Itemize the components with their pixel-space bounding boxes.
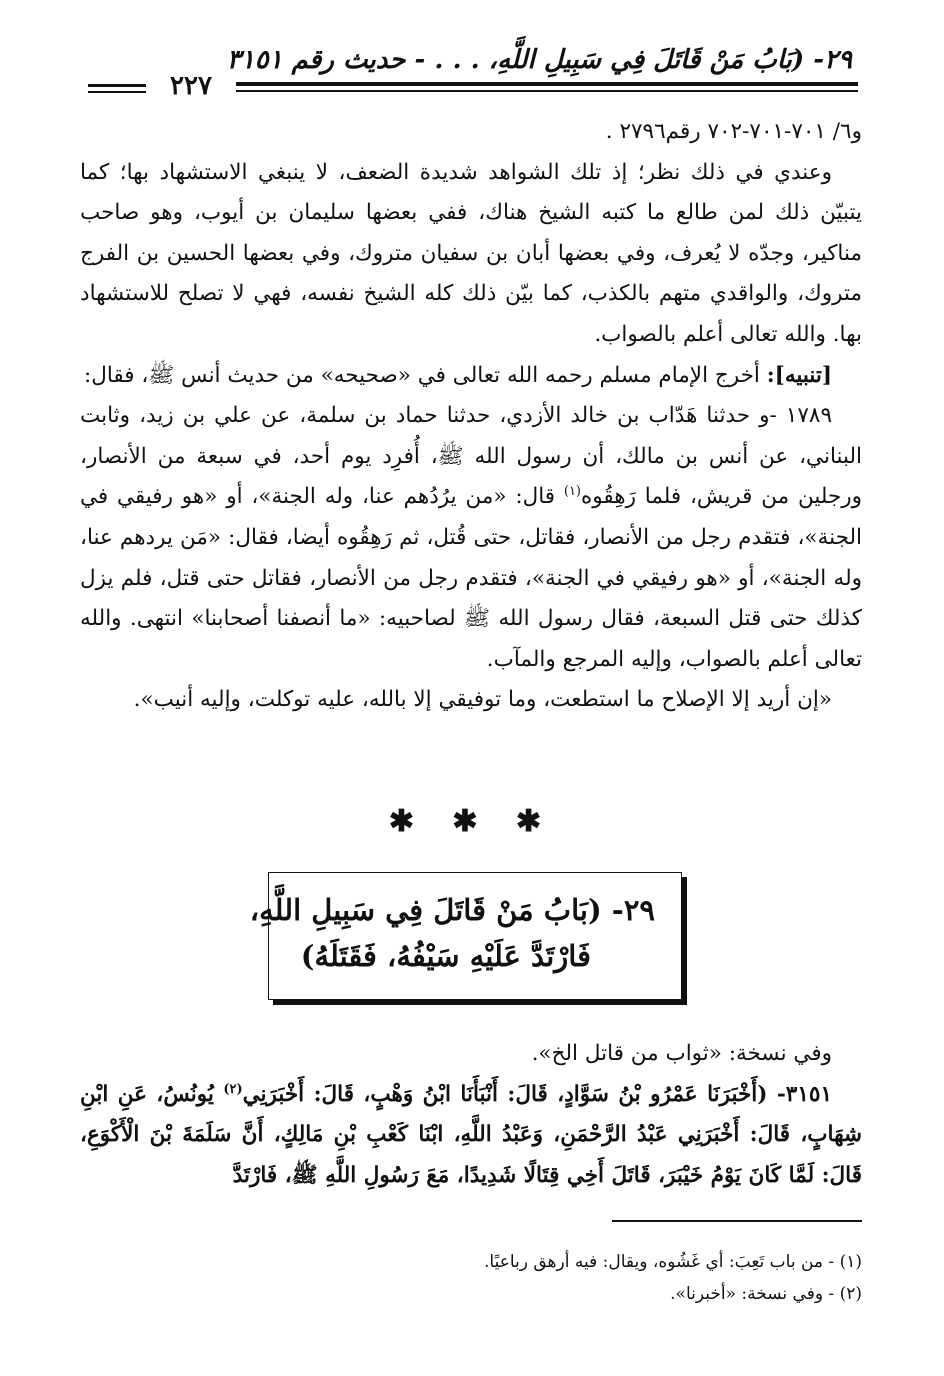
- page-number-rule: [88, 84, 146, 87]
- hadith-paragraph: [80, 396, 862, 680]
- tanbih-label: [تنبيه]:: [766, 362, 832, 388]
- version-note: وفي نسخة: «ثواب من قاتل الخ».: [531, 1041, 832, 1066]
- hadith-3151: [80, 1075, 862, 1197]
- footnote-2: (٢) - وفي نسخة: «أخبرنا».: [670, 1284, 862, 1304]
- hadith-3151-b: يُونُسُ، عَنِ ابْنِ شِهَابٍ، قَالَ: أَخْبَرَنِي عَبْدُ الرَّحْمَنِ، وَعَبْدُ اللَّهِ، ابْنَا كَعْبِ بْنِ مَالِكٍ، أَنَّ سَلَمَةَ بْنَ الْأَكْوَعِ، قَالَ: لَمَّا كَانَ يَوْمُ خَيْبَرَ، قَاتَلَ أَخِي قِتَالًا شَدِيدًا، مَعَ رَسُولِ اللَّهِ ﷺ، فَارْتَدَّ: [80, 1081, 862, 1188]
- footnote-ref: (١): [563, 484, 581, 500]
- hadith-text-a: ١٧٨٩ -و حدثنا هَدّاب بن خالد الأزدي، حدثنا حماد بن سلمة، عن علي بن زيد، وثابت البناني، عن أنس بن مالك، أن رسول الله ﷺ، أُفرِد يوم أحد، في سبعة من الأنصار، ورجلين من قريش، فلما رَهِقُوه: [80, 403, 862, 510]
- footnote-1: (١) - من باب تَعِبَ: أي غَشُوه، ويقال: فيه أرهق رباعيًا.: [484, 1252, 862, 1272]
- hadith-section: [80, 1034, 862, 1196]
- chapter-heading-line2: فَارْتَدَّ عَلَيْهِ سَيْفُهُ، فَقَتَلَهُ): [300, 939, 591, 973]
- hadith-3151-a: ٣١٥١- (أَخْبَرَنَا عَمْرُو بْنُ سَوَّادٍ، قَالَ: أَنْبَأَنَا ابْنُ وَهْبٍ، قَالَ: أَخْبَرَنِي: [242, 1081, 832, 1107]
- commentary-body: [80, 112, 862, 721]
- footnote-ref: (٢): [223, 1081, 243, 1097]
- chapter-heading-line1: ٢٩- (بَابُ مَنْ قَاتَلَ فِي سَبِيلِ اللَّهِ،: [249, 893, 655, 927]
- footnotes: [200, 1246, 862, 1310]
- header-rule-thin: [236, 90, 858, 92]
- hadith-text-b: قال: «من يرُدُهم عنا، وله الجنة»، أو «هو رفيقي في الجنة»، فتقدم رجل من الأنصار، فقاتل، حتى قُتل، ثم رَهِقُوه أيضا، فقال: «مَن يردهم عنا، وله الجنة»، أو «هو رفيقي في الجنة»، فتقدم رجل من الأنصار، فقاتل حتى قتل، فلم يزل كذلك حتى قتل السبعة، فقال رسول الله ﷺ لصاحبيه: «ما أنصفنا أصحابنا» انتهى. والله تعالى أعلم بالصواب، وإليه المرجع والمآب.: [80, 484, 862, 672]
- running-header-title: ٢٩- (بَابُ مَنْ قَاتَلَ فِي سَبِيلِ اللَّهِ، . . . - حديث رقم ٣١٥١: [226, 45, 852, 75]
- footnote-rule: [612, 1220, 862, 1222]
- page-number-rule-thin: [88, 91, 146, 93]
- closing-paragraph: «إن أريد إلا الإصلاح ما استطعت، وما توفيقي إلا بالله، عليه توكلت، وإليه أنيب».: [133, 687, 832, 713]
- page-number: ٢٢٧: [170, 71, 212, 101]
- section-divider-stars: ✱ ✱ ✱: [388, 804, 556, 839]
- header-rule: [236, 82, 858, 86]
- paragraph: وعندي في ذلك نظر؛ إذ تلك الشواهد شديدة الضعف، لا ينبغي الاستشهاد بها؛ كما يتبيّن ذلك لمن طالع ما كتبه الشيخ هناك، ففي بعضها سليمان بن أيوب، وهو صاحب مناكير، وجدّه لا يُعرف، وفي بعضها أبان بن سفيان متروك، وفي بعضها الحسين بن الفرج متروك، والواقدي متهم بالكذب، كما بيّن ذلك كله الشيخ نفسه، فهي لا تصلح للاستشهاد بها. والله تعالى أعلم بالصواب.: [80, 159, 862, 347]
- reference-line: و٦/ ٧٠١-٧٠١-٧٠٢ رقم٢٧٩٦ .: [605, 119, 862, 144]
- chapter-heading-box: [249, 872, 682, 1000]
- tanbih-paragraph: [80, 356, 862, 397]
- tanbih-text: أخرج الإمام مسلم رحمه الله تعالى في «صحيحه» من حديث أنس ﷺ، فقال:: [84, 362, 760, 388]
